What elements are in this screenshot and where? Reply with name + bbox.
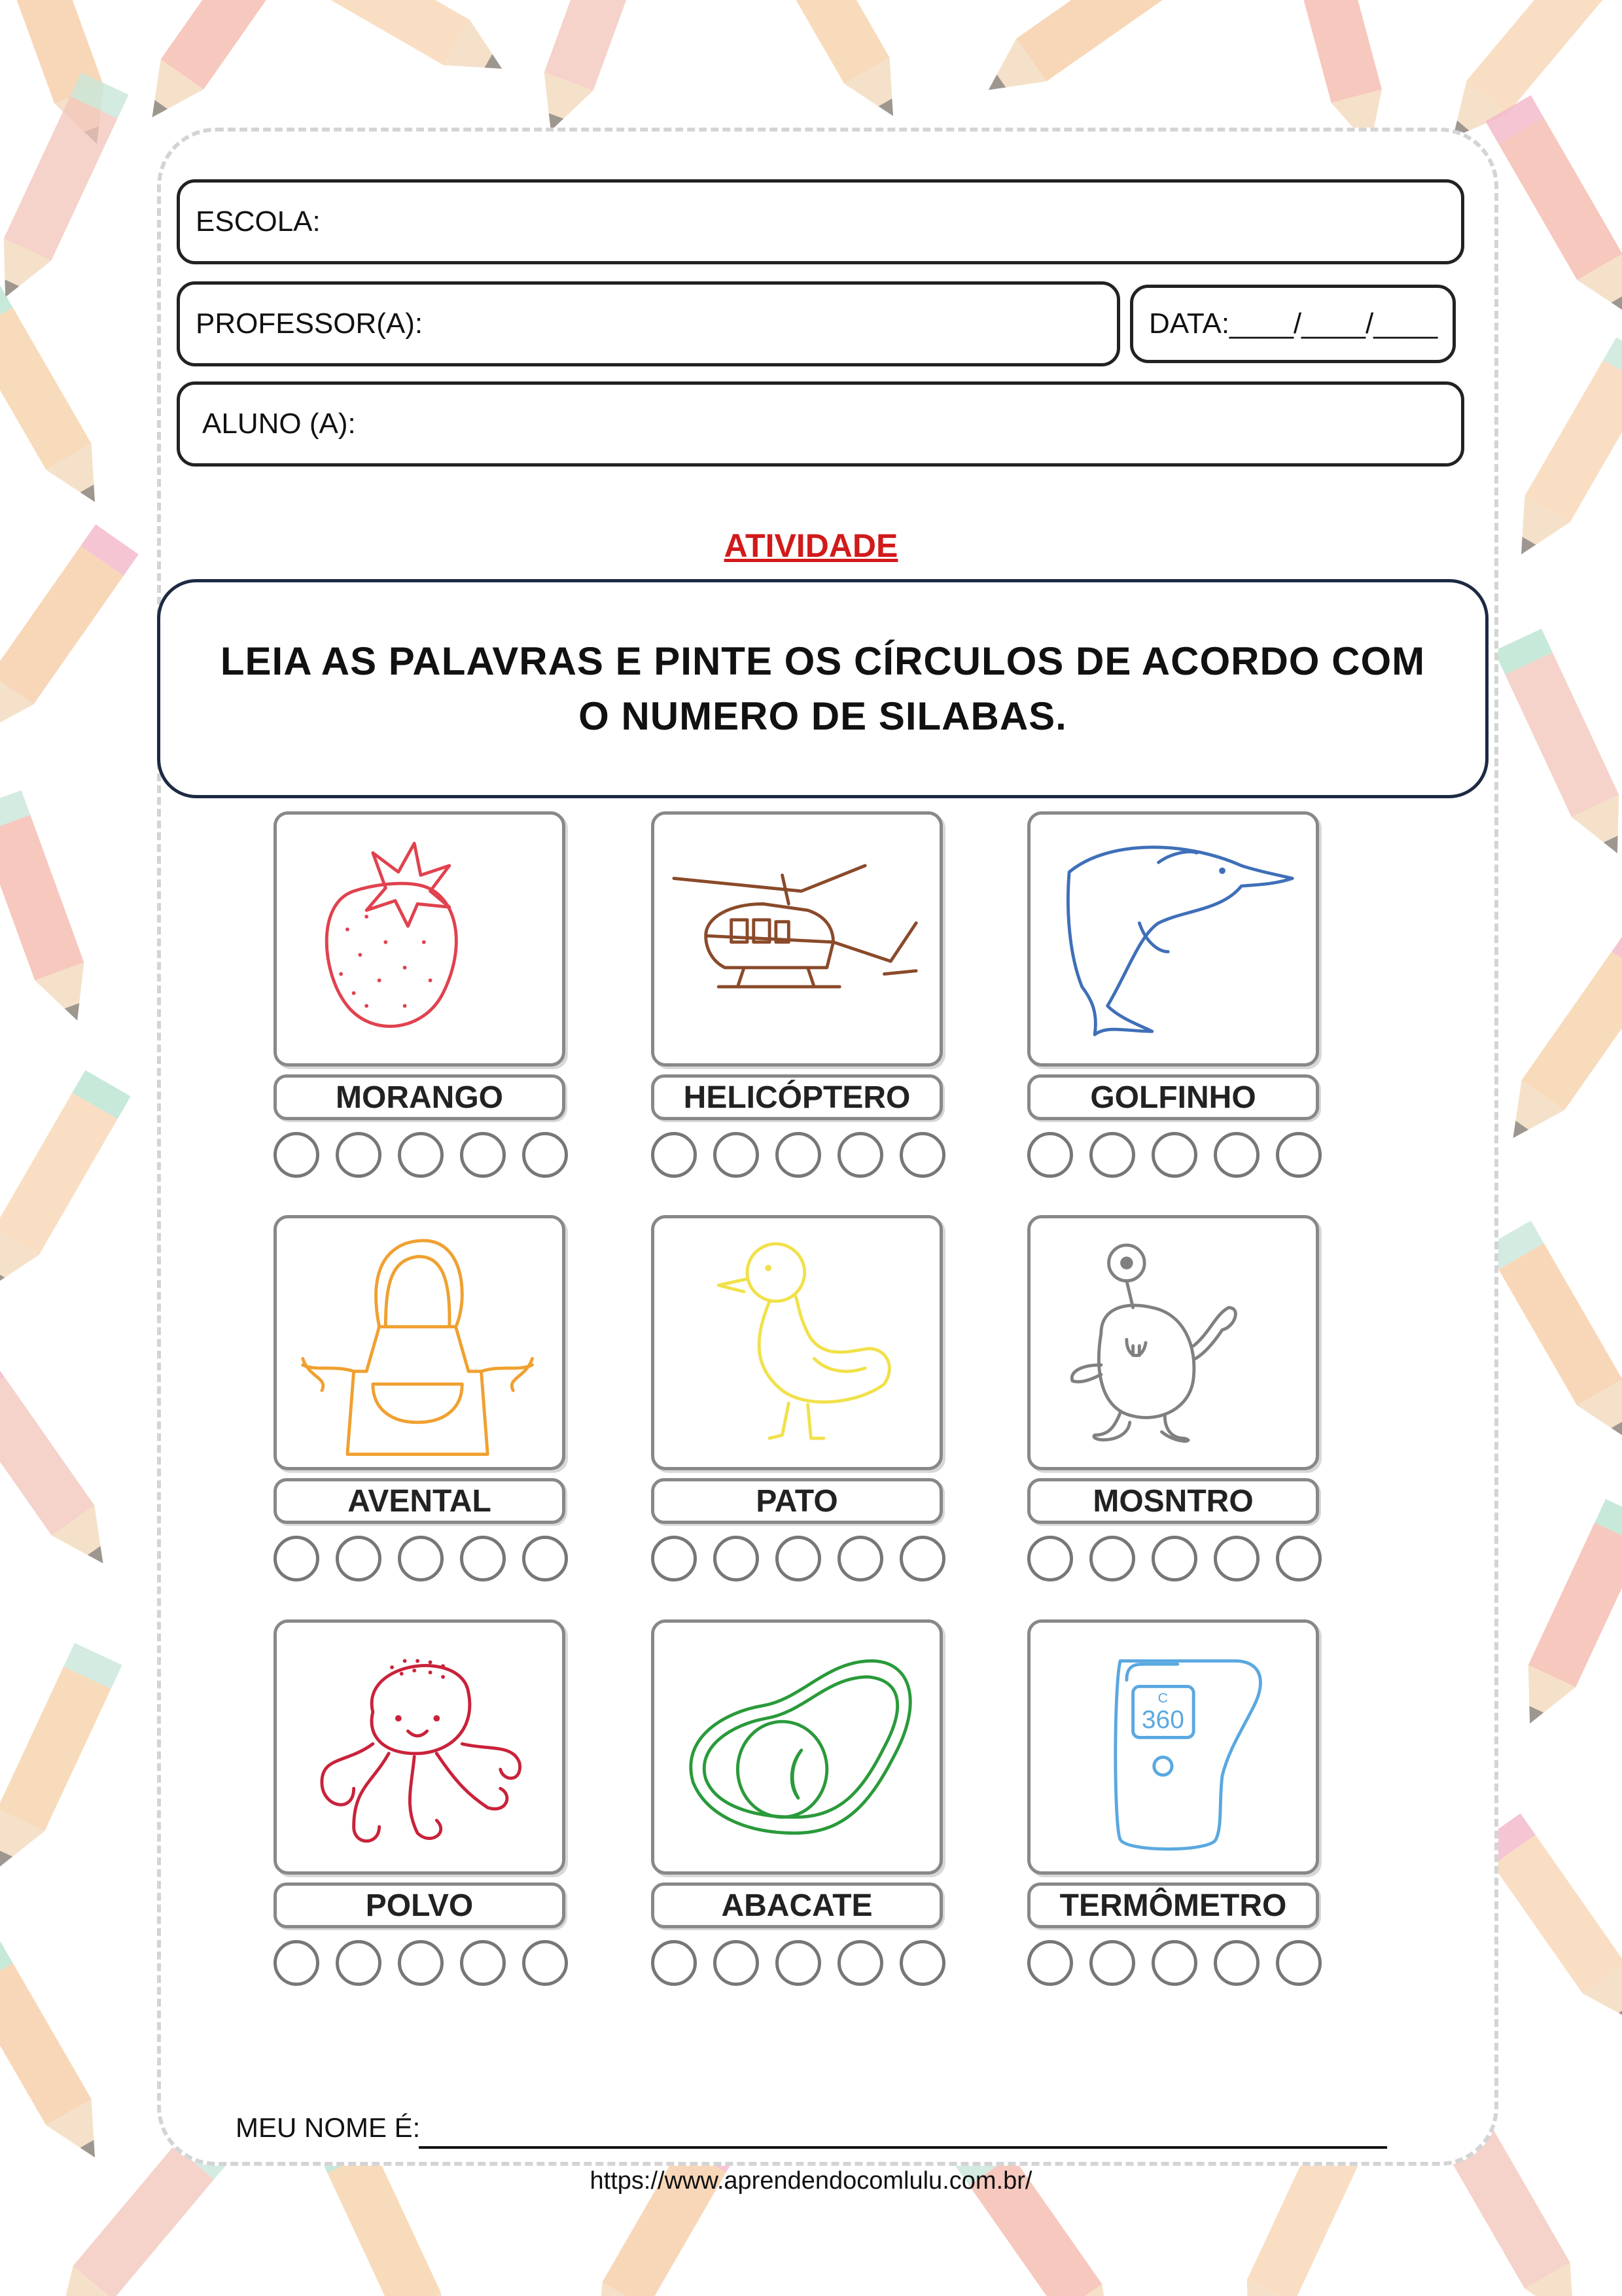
- word-label: HELICÓPTERO: [651, 1074, 943, 1120]
- pencil-decoration: [131, 0, 309, 132]
- syllable-circle[interactable]: [837, 1536, 883, 1581]
- syllable-circle[interactable]: [398, 1536, 444, 1581]
- escola-field[interactable]: [177, 179, 1464, 264]
- syllable-circle[interactable]: [460, 1536, 506, 1581]
- pencil-decoration: [974, 0, 1197, 111]
- syllable-circle[interactable]: [775, 1536, 821, 1581]
- syllable-circle[interactable]: [336, 1940, 381, 1986]
- syllable-circle[interactable]: [1152, 1132, 1197, 1178]
- syllable-circles: [1027, 1132, 1322, 1182]
- word-card-picture: [273, 811, 565, 1067]
- syllable-circle[interactable]: [1214, 1536, 1260, 1581]
- syllable-circle[interactable]: [775, 1940, 821, 1986]
- data-field[interactable]: [1130, 285, 1456, 363]
- word-card-picture: [651, 1215, 943, 1470]
- escola-label: ESCOLA:: [196, 205, 321, 238]
- pencil-decoration: [1485, 95, 1622, 325]
- pencil-decoration: [0, 1940, 118, 2170]
- word-card-picture: [273, 1215, 565, 1470]
- syllable-circle[interactable]: [273, 1132, 319, 1178]
- word-card-picture: [651, 811, 943, 1067]
- syllable-circle[interactable]: [1089, 1940, 1135, 1986]
- word-label: ABACATE: [651, 1882, 943, 1928]
- pencil-decoration: [0, 790, 102, 1030]
- syllable-circle[interactable]: [522, 1940, 568, 1986]
- word-card-picture: [1027, 1215, 1319, 1470]
- syllable-circle[interactable]: [837, 1132, 883, 1178]
- strawberry-icon: [277, 815, 562, 1063]
- syllable-circles: [1027, 1940, 1322, 1990]
- aluno-label: ALUNO (A):: [202, 408, 356, 440]
- syllable-circle[interactable]: [651, 1940, 697, 1986]
- pencil-decoration: [1485, 1220, 1622, 1451]
- syllable-circle[interactable]: [1027, 1940, 1073, 1986]
- pencil-decoration: [1492, 930, 1622, 1153]
- pencil-decoration: [0, 1643, 122, 1879]
- syllable-circle[interactable]: [651, 1536, 697, 1581]
- dolphin-icon: [1031, 815, 1316, 1063]
- word-label: GOLFINHO: [1027, 1074, 1319, 1120]
- syllable-circles: [1027, 1536, 1322, 1585]
- duck-icon: [654, 1218, 940, 1467]
- syllable-circle[interactable]: [336, 1132, 381, 1178]
- syllable-circle[interactable]: [398, 1940, 444, 1986]
- pencil-decoration: [285, 0, 515, 92]
- thermometer-reading: 360: [1141, 1705, 1184, 1734]
- activity-title: ATIVIDADE: [724, 527, 898, 564]
- monster-icon: [1031, 1218, 1316, 1467]
- syllable-circle[interactable]: [522, 1536, 568, 1581]
- syllable-circle[interactable]: [1276, 1132, 1322, 1178]
- syllable-circles: [651, 1940, 945, 1990]
- syllable-circles: [651, 1132, 945, 1182]
- syllable-circle[interactable]: [460, 1940, 506, 1986]
- word-card-picture: [1027, 1619, 1319, 1875]
- syllable-circle[interactable]: [336, 1536, 381, 1581]
- syllable-circle[interactable]: [775, 1132, 821, 1178]
- syllable-circle[interactable]: [900, 1132, 945, 1178]
- syllable-circle[interactable]: [713, 1940, 759, 1986]
- syllable-circle[interactable]: [460, 1132, 506, 1178]
- word-label: TERMÔMETRO: [1027, 1882, 1319, 1928]
- syllable-circles: [273, 1132, 568, 1182]
- apron-icon: [277, 1218, 562, 1467]
- meu-nome-label: MEU NOME É:: [236, 2112, 421, 2143]
- octopus-icon: [277, 1623, 562, 1871]
- syllable-circle[interactable]: [713, 1536, 759, 1581]
- pencil-decoration: [0, 1070, 131, 1300]
- syllable-circle[interactable]: [1152, 1940, 1197, 1986]
- syllable-circle[interactable]: [651, 1132, 697, 1178]
- syllable-circle[interactable]: [1152, 1536, 1197, 1581]
- thermometer-unit: C: [1157, 1689, 1169, 1706]
- professor-label: PROFESSOR(A):: [196, 308, 423, 340]
- word-card-picture: [1027, 811, 1319, 1067]
- helicopter-icon: [654, 815, 940, 1063]
- pencil-decoration: [526, 0, 656, 139]
- syllable-circles: [273, 1536, 568, 1585]
- word-card-picture: [651, 1619, 943, 1875]
- name-writing-line[interactable]: [419, 2146, 1387, 2149]
- instruction-box: [157, 579, 1489, 798]
- pencil-decoration: [1506, 1499, 1622, 1735]
- syllable-circle[interactable]: [713, 1132, 759, 1178]
- pencil-decoration: [1494, 629, 1622, 864]
- syllable-circle[interactable]: [1276, 1940, 1322, 1986]
- syllable-circles: [273, 1940, 568, 1990]
- syllable-circle[interactable]: [900, 1536, 945, 1581]
- syllable-circle[interactable]: [273, 1940, 319, 1986]
- word-label: MORANGO: [273, 1074, 565, 1120]
- syllable-circle[interactable]: [1214, 1940, 1260, 1986]
- syllable-circle[interactable]: [900, 1940, 945, 1986]
- syllable-circle[interactable]: [1276, 1536, 1322, 1581]
- avocado-icon: [654, 1623, 940, 1871]
- word-label: MOSNTRO: [1027, 1478, 1319, 1524]
- source-url: https://www.aprendendocomlulu.com.br/: [590, 2167, 1032, 2195]
- word-label: POLVO: [273, 1882, 565, 1928]
- word-label: PATO: [651, 1478, 943, 1524]
- instruction-line-1: LEIA AS PALAVRAS E PINTE OS CÍRCULOS DE ACORDO COM: [220, 639, 1426, 683]
- thermometer-icon: [1031, 1623, 1316, 1871]
- professor-field[interactable]: [177, 281, 1120, 366]
- syllable-circle[interactable]: [1089, 1536, 1135, 1581]
- syllable-circle[interactable]: [1027, 1536, 1073, 1581]
- pencil-decoration: [0, 1355, 124, 1578]
- data-label: DATA:____/____/____: [1149, 308, 1438, 340]
- syllable-circle[interactable]: [522, 1132, 568, 1178]
- syllable-circle[interactable]: [1214, 1132, 1260, 1178]
- syllable-circle[interactable]: [273, 1536, 319, 1581]
- syllable-circle[interactable]: [398, 1132, 444, 1178]
- pencil-decoration: [1477, 1813, 1622, 2036]
- pencil-decoration: [752, 0, 915, 129]
- instruction-line-2: O NUMERO DE SILABAS.: [578, 694, 1067, 738]
- syllable-circles: [651, 1536, 945, 1585]
- syllable-circle[interactable]: [837, 1940, 883, 1986]
- word-card-picture: [273, 1619, 565, 1875]
- aluno-field[interactable]: [177, 381, 1464, 467]
- syllable-circle[interactable]: [1089, 1132, 1135, 1178]
- word-label: AVENTAL: [273, 1478, 565, 1524]
- syllable-circle[interactable]: [1027, 1132, 1073, 1178]
- pencil-decoration: [0, 285, 118, 515]
